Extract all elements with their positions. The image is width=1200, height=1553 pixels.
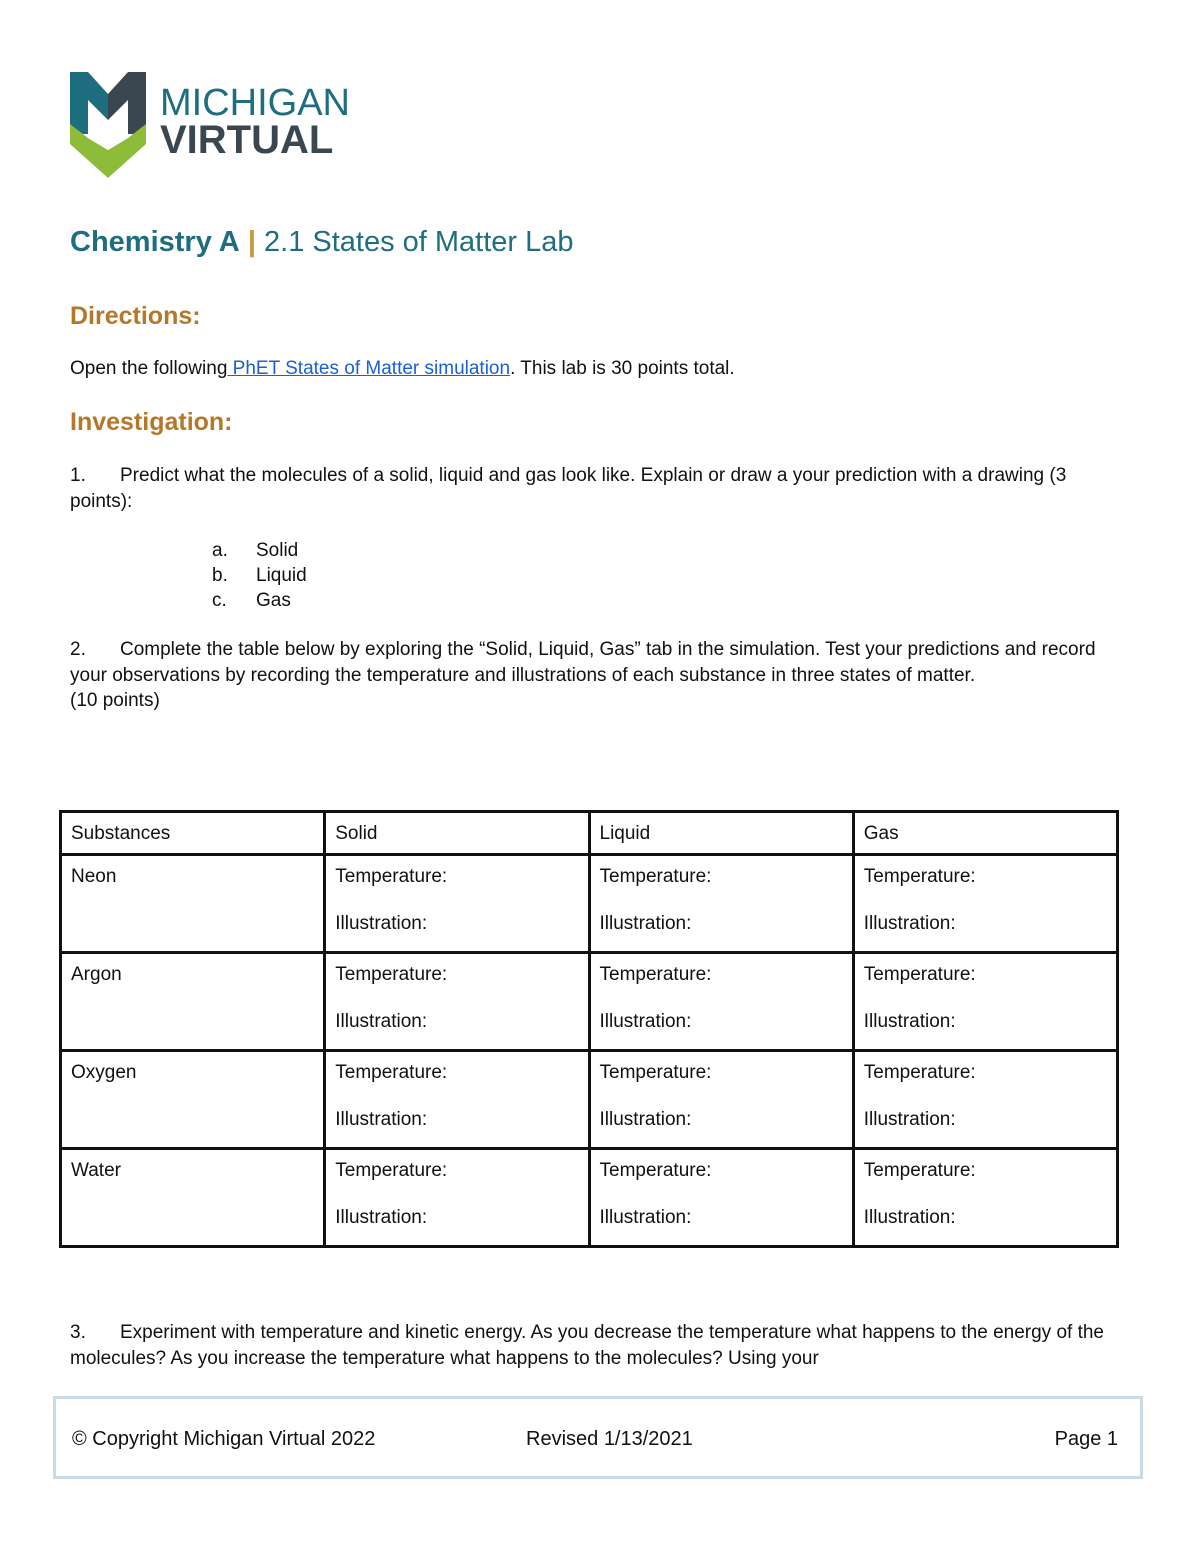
question-2-text: Complete the table below by exploring the “Solid, Liquid, Gas” tab in the simulation. Test your predictions and record your observations by recording the temperature and illustrations of each substance in three states of matter. [70,639,1096,686]
illustration-label: Illustration: [599,1109,692,1130]
phet-simulation-link[interactable]: PhET States of Matter simulation [227,358,511,379]
header-substances: Substances [61,812,325,855]
list-item-text: Solid [256,540,299,561]
illustration-label: Illustration: [335,1011,428,1032]
gas-cell[interactable] [853,855,1117,953]
question-2-number: 2. [70,639,86,660]
illustration-label: Illustration: [599,1011,692,1032]
directions-text-before: Open the following [70,358,228,379]
header-solid: Solid [325,812,589,855]
temperature-label: Temperature: [335,964,448,985]
table-row [61,953,1118,1051]
question-3-number: 3. [70,1322,86,1343]
investigation-heading: Investigation: [70,408,233,436]
illustration-label: Illustration: [599,913,692,934]
question-1-list [212,538,307,613]
page-footer [53,1396,1143,1479]
gas-cell[interactable] [853,953,1117,1051]
course-name: Chemistry A [70,226,240,258]
logo-line1: MICHIGAN [160,82,350,124]
list-item-letter: c. [212,590,227,611]
liquid-cell[interactable] [589,855,853,953]
table-header-row [61,812,1118,855]
directions-heading: Directions: [70,302,201,330]
directions-text [70,356,735,382]
substance-name: Argon [61,953,325,1051]
lesson-name: 2.1 States of Matter Lab [264,226,574,258]
illustration-label: Illustration: [335,1207,428,1228]
list-item [212,563,307,588]
question-1 [70,463,1120,514]
table-row [61,855,1118,953]
substance-name: Water [61,1149,325,1247]
temperature-label: Temperature: [599,1160,712,1181]
temperature-label: Temperature: [335,866,448,887]
directions-text-after: . This lab is 30 points total. [510,358,735,379]
header-liquid: Liquid [589,812,853,855]
liquid-cell[interactable] [589,1051,853,1149]
temperature-label: Temperature: [863,1160,976,1181]
list-item [212,538,307,563]
page-title [70,226,574,259]
temperature-label: Temperature: [863,866,976,887]
header-gas: Gas [853,812,1117,855]
logo-line2: VIRTUAL [160,118,334,162]
table-row [61,1051,1118,1149]
temperature-label: Temperature: [335,1160,448,1181]
table-row [61,1149,1118,1247]
illustration-label: Illustration: [863,1109,956,1130]
illustration-label: Illustration: [335,913,428,934]
michigan-virtual-logo [68,68,368,183]
solid-cell[interactable] [325,1149,589,1247]
temperature-label: Temperature: [599,1062,712,1083]
illustration-label: Illustration: [863,913,956,934]
gas-cell[interactable] [853,1051,1117,1149]
question-1-number: 1. [70,465,86,486]
substance-name: Neon [61,855,325,953]
temperature-label: Temperature: [599,866,712,887]
temperature-label: Temperature: [863,964,976,985]
question-2 [70,637,1130,714]
footer-page-number: Page 1 [1054,1428,1118,1450]
footer-revised: Revised 1/13/2021 [526,1428,693,1450]
solid-cell[interactable] [325,953,589,1051]
solid-cell[interactable] [325,1051,589,1149]
liquid-cell[interactable] [589,953,853,1051]
footer-copyright: © Copyright Michigan Virtual 2022 [72,1428,376,1450]
question-2-points: (10 points) [70,690,160,711]
gas-cell[interactable] [853,1149,1117,1247]
list-item-letter: b. [212,565,228,586]
title-separator: | [247,226,256,258]
illustration-label: Illustration: [863,1011,956,1032]
temperature-label: Temperature: [599,964,712,985]
temperature-label: Temperature: [335,1062,448,1083]
question-3-text: Experiment with temperature and kinetic energy. As you decrease the temperature what happens to the energy of the molecules? As you increase the temperature what happens to the molecules? Using your [70,1322,1105,1369]
illustration-label: Illustration: [335,1109,428,1130]
question-3 [70,1320,1130,1371]
illustration-label: Illustration: [599,1207,692,1228]
list-item-text: Gas [256,590,291,611]
list-item-letter: a. [212,540,228,561]
list-item [212,588,307,613]
question-1-text: Predict what the molecules of a solid, liquid and gas look like. Explain or draw a your prediction with a drawing (3 points): [70,465,1067,512]
substance-name: Oxygen [61,1051,325,1149]
illustration-label: Illustration: [863,1207,956,1228]
temperature-label: Temperature: [863,1062,976,1083]
list-item-text: Liquid [256,565,307,586]
liquid-cell[interactable] [589,1149,853,1247]
solid-cell[interactable] [325,855,589,953]
observation-table [59,810,1119,1248]
